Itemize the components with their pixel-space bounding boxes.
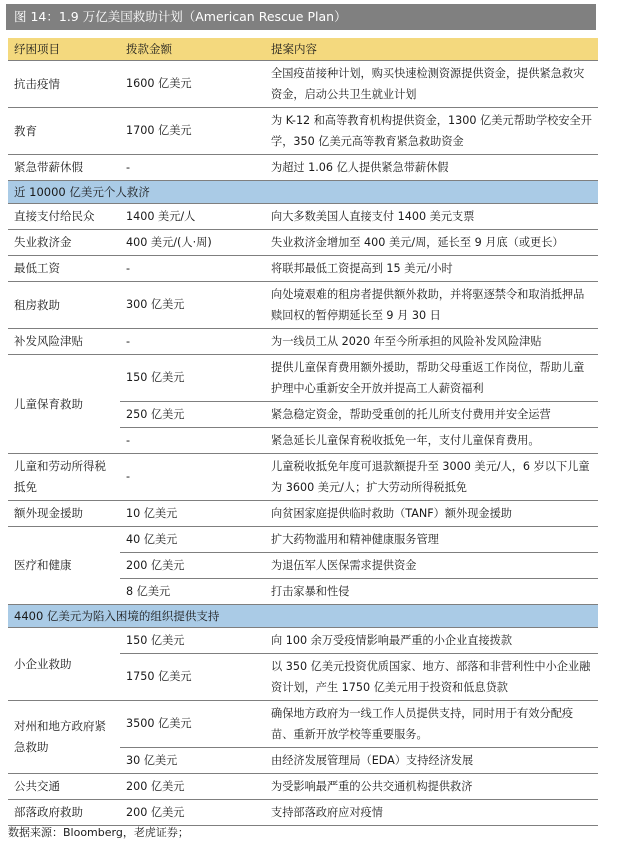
section-row	[8, 605, 598, 628]
row-amount: 10 亿美元	[120, 501, 265, 527]
row-content: 支持部落政府应对疫情	[265, 800, 598, 826]
row-project: 紧急带薪休假	[8, 155, 120, 181]
section-title: 4400 亿美元为陷入困境的组织提供支持	[8, 605, 598, 628]
table-row	[8, 454, 598, 501]
row-content: 由经济发展管理局（EDA）支持经济发展	[265, 748, 598, 774]
row-project: 儿童保育救助	[8, 355, 120, 454]
row-amount: 150 亿美元	[120, 628, 265, 654]
row-content: 紧急延长儿童保育税收抵免一年，支付儿童保育费用。	[265, 428, 598, 454]
row-content: 为退伍军人医保需求提供资金	[265, 553, 598, 579]
row-content: 为受影响最严重的公共交通机构提供救济	[265, 774, 598, 800]
row-amount: 3500 亿美元	[120, 701, 265, 748]
row-content: 全国疫苗接种计划，购买快速检测资源提供资金，提供紧急救灾资金，启动公共卫生就业计划	[265, 61, 598, 108]
row-amount: 40 亿美元	[120, 527, 265, 553]
section-row	[8, 181, 598, 204]
row-amount: 30 亿美元	[120, 748, 265, 774]
table-row	[8, 774, 598, 800]
table-row	[8, 800, 598, 826]
row-project: 直接支付给民众	[8, 204, 120, 230]
row-amount: -	[120, 329, 265, 355]
table-row	[8, 527, 598, 553]
table-header-row	[8, 38, 598, 61]
table-row	[8, 501, 598, 527]
table-row	[8, 61, 598, 108]
table-row	[8, 355, 598, 402]
table-row	[8, 256, 598, 282]
row-content: 提供儿童保育费用额外援助，帮助父母重返工作岗位，帮助儿童护理中心重新安全开放并提高工人薪资福利	[265, 355, 598, 402]
row-amount: 1700 亿美元	[120, 108, 265, 155]
row-amount: 200 亿美元	[120, 800, 265, 826]
row-content: 紧急稳定资金，帮助受重创的托儿所支付费用并安全运营	[265, 402, 598, 428]
row-amount: 200 亿美元	[120, 774, 265, 800]
row-amount: -	[120, 454, 265, 501]
row-amount: 1750 亿美元	[120, 654, 265, 701]
row-amount: 1600 亿美元	[120, 61, 265, 108]
row-project: 租房救助	[8, 282, 120, 329]
row-amount: -	[120, 428, 265, 454]
row-amount: 300 亿美元	[120, 282, 265, 329]
row-content: 以 350 亿美元投资优质国家、地方、部落和非营利性中小企业融资计划，产生 1750 亿美元用于投资和低息贷款	[265, 654, 598, 701]
row-content: 为超过 1.06 亿人提供紧急带薪休假	[265, 155, 598, 181]
row-project: 小企业救助	[8, 628, 120, 701]
row-amount: -	[120, 155, 265, 181]
row-content: 为一线员工从 2020 年至今所承担的风险补发风险津贴	[265, 329, 598, 355]
table-row	[8, 701, 598, 748]
figure-title: 图 14：1.9 万亿美国救助计划（American Rescue Plan）	[6, 4, 596, 30]
row-amount: -	[120, 256, 265, 282]
table-row	[8, 108, 598, 155]
row-content: 向 100 余万受疫情影响最严重的小企业直接拨款	[265, 628, 598, 654]
row-project: 补发风险津贴	[8, 329, 120, 355]
table-row	[8, 329, 598, 355]
row-project: 教育	[8, 108, 120, 155]
table-row	[8, 230, 598, 256]
table-row	[8, 204, 598, 230]
row-content: 扩大药物滥用和精神健康服务管理	[265, 527, 598, 553]
row-content: 向大多数美国人直接支付 1400 美元支票	[265, 204, 598, 230]
header-amount: 拨款金额	[120, 38, 265, 61]
header-project: 纾困项目	[8, 38, 120, 61]
row-content: 确保地方政府为一线工作人员提供支持，同时用于有效分配疫苗、重新开放学校等重要服务。	[265, 701, 598, 748]
row-content: 失业救济金增加至 400 美元/周，延长至 9 月底（或更长）	[265, 230, 598, 256]
row-content: 向贫困家庭提供临时救助（TANF）额外现金援助	[265, 501, 598, 527]
row-project: 对州和地方政府紧急救助	[8, 701, 120, 774]
row-project: 最低工资	[8, 256, 120, 282]
row-content: 为 K-12 和高等教育机构提供资金，1300 亿美元帮助学校安全开学，350 亿美元高等教育紧急救助资金	[265, 108, 598, 155]
table-row	[8, 155, 598, 181]
row-content: 打击家暴和性侵	[265, 579, 598, 605]
row-project: 公共交通	[8, 774, 120, 800]
header-content: 提案内容	[265, 38, 598, 61]
row-project: 额外现金援助	[8, 501, 120, 527]
table-row	[8, 282, 598, 329]
row-project: 部落政府救助	[8, 800, 120, 826]
rescue-plan-table	[8, 38, 598, 826]
row-amount: 250 亿美元	[120, 402, 265, 428]
table-row	[8, 628, 598, 654]
row-content: 儿童税收抵免年度可退款额提升至 3000 美元/人，6 岁以下儿童为 3600 美元/人；扩大劳动所得税抵免	[265, 454, 598, 501]
row-amount: 150 亿美元	[120, 355, 265, 402]
row-amount: 400 美元/(人·周)	[120, 230, 265, 256]
row-project: 抗击疫情	[8, 61, 120, 108]
row-project: 医疗和健康	[8, 527, 120, 605]
row-amount: 1400 美元/人	[120, 204, 265, 230]
row-project: 儿童和劳动所得税抵免	[8, 454, 120, 501]
section-title: 近 10000 亿美元个人救济	[8, 181, 598, 204]
row-content: 向处境艰难的租房者提供额外救助，并将驱逐禁令和取消抵押品赎回权的暂停期延长至 9 月 30 日	[265, 282, 598, 329]
row-project: 失业救济金	[8, 230, 120, 256]
row-amount: 200 亿美元	[120, 553, 265, 579]
row-amount: 8 亿美元	[120, 579, 265, 605]
row-content: 将联邦最低工资提高到 15 美元/小时	[265, 256, 598, 282]
source-note: 数据来源：Bloomberg，老虎证券；	[8, 826, 189, 839]
